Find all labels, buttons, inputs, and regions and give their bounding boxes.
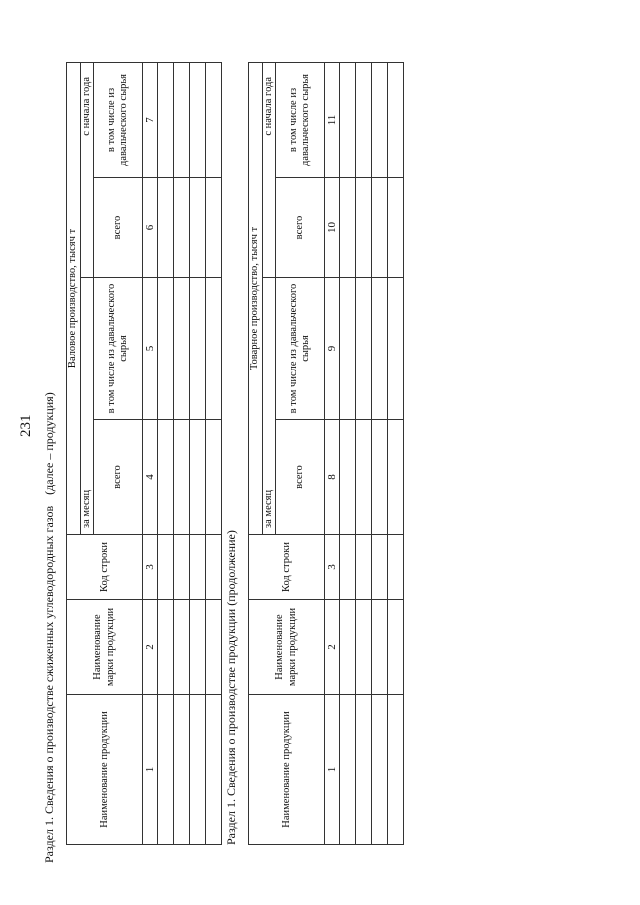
table-cell [356,62,372,177]
section1-header-product-name: Наименование продукции [67,695,143,845]
table-cell [356,278,372,420]
section2-table-row [388,62,404,844]
section2-header-product-name: Наименование продукции [249,695,325,845]
section2-column-numbers [325,62,340,844]
table-cell [356,600,372,695]
section1-col-num: 1 [143,695,158,845]
section2-header-line-code: Код строки [249,535,325,600]
section1-title [42,392,57,863]
table-cell [174,535,190,600]
section2-header-ytd: с начала года [263,62,276,277]
section1-title-suffix: (далее – продукция) [42,392,56,495]
section1-table-row [158,63,174,845]
section2-table [248,62,404,845]
table-cell [372,695,388,845]
table-cell [158,535,174,600]
table-cell [190,600,206,695]
section1-col-num: 2 [143,600,158,695]
section1-header-ytd: с начала года [81,63,94,278]
table-cell [388,178,404,278]
table-cell [340,695,356,845]
section2-col-num: 11 [325,62,340,177]
table-cell [174,695,190,845]
table-cell [206,420,222,535]
table-cell [340,178,356,278]
table-cell [158,63,174,178]
table-cell [340,278,356,420]
section2-header-month: за месяц [263,278,276,535]
section1-column-numbers [143,63,158,845]
section2-col-num: 10 [325,178,340,278]
section2-header-row-1 [249,62,263,844]
table-cell [372,178,388,278]
table-cell [340,420,356,535]
table-cell [158,178,174,278]
section1-title-text: Раздел 1. Сведения о производстве сжиженных углеводородных газов [42,505,56,863]
table-cell [356,695,372,845]
section2-col-num: 2 [325,600,340,695]
table-cell [174,600,190,695]
table-cell [340,600,356,695]
table-cell [174,420,190,535]
table-cell [372,62,388,177]
section2-table-row [372,62,388,844]
section1-table [66,62,222,845]
table-cell [206,535,222,600]
section1-col-num: 4 [143,420,158,535]
table-cell [158,695,174,845]
table-cell [206,600,222,695]
section1-header-month: за месяц [81,278,94,535]
section1-header-ytd-total: всего [94,178,143,278]
table-cell [372,535,388,600]
section1-table-row [174,63,190,845]
section1-header-brand-name: Наименование марки продукции [67,600,143,695]
table-cell [206,63,222,178]
section1-header-ytd-of-which: в том числе из давальческого сырья [94,63,143,178]
table-cell [190,420,206,535]
table-cell [340,535,356,600]
table-cell [388,62,404,177]
table-cell [174,278,190,420]
table-cell [158,420,174,535]
table-cell [190,63,206,178]
section1-table-row [190,63,206,845]
table-cell [356,420,372,535]
table-cell [190,178,206,278]
section2-header-month-of-which: в том числе из давальческого сырья [276,278,325,420]
section2-table-row [356,62,372,844]
table-cell [388,278,404,420]
section2-header-brand-name: Наименование марки продукции [249,600,325,695]
table-cell [372,278,388,420]
table-cell [158,600,174,695]
table-cell [206,178,222,278]
section1-header-month-total: всего [94,420,143,535]
section1-header-row-1 [67,63,81,845]
table-cell [190,278,206,420]
table-cell [190,695,206,845]
table-cell [174,63,190,178]
section2-header-month-total: всего [276,420,325,535]
table-cell [206,278,222,420]
section2-title: Раздел 1. Сведения о производстве продукции (продолжение) [224,530,238,845]
section1-col-num: 6 [143,178,158,278]
table-cell [372,600,388,695]
table-cell [206,695,222,845]
section1-col-num: 7 [143,63,158,178]
table-cell [356,178,372,278]
table-cell [388,600,404,695]
section1-col-num: 3 [143,535,158,600]
table-cell [356,535,372,600]
section2-col-num: 3 [325,535,340,600]
table-cell [388,535,404,600]
section2-header-group: Товарное производство, тысяч т [249,62,263,534]
section2-header-ytd-of-which: в том числе из давальческого сырья [276,62,325,177]
page-number: 231 [18,414,34,437]
section1-header-line-code: Код строки [67,535,143,600]
section2-col-num: 1 [325,695,340,845]
section1-header-month-of-which: в том числе из давальческого сырья [94,278,143,420]
section2-col-num: 9 [325,278,340,420]
section1-header-group: Валовое производство, тысяч т [67,63,81,535]
section2-table-row [340,62,356,844]
section1-col-num: 5 [143,278,158,420]
section2-col-num: 8 [325,420,340,535]
table-cell [158,278,174,420]
table-cell [190,535,206,600]
table-cell [174,178,190,278]
table-cell [388,695,404,845]
table-cell [388,420,404,535]
section1-table-row [206,63,222,845]
section2-header-ytd-total: всего [276,178,325,278]
table-cell [340,62,356,177]
table-cell [372,420,388,535]
